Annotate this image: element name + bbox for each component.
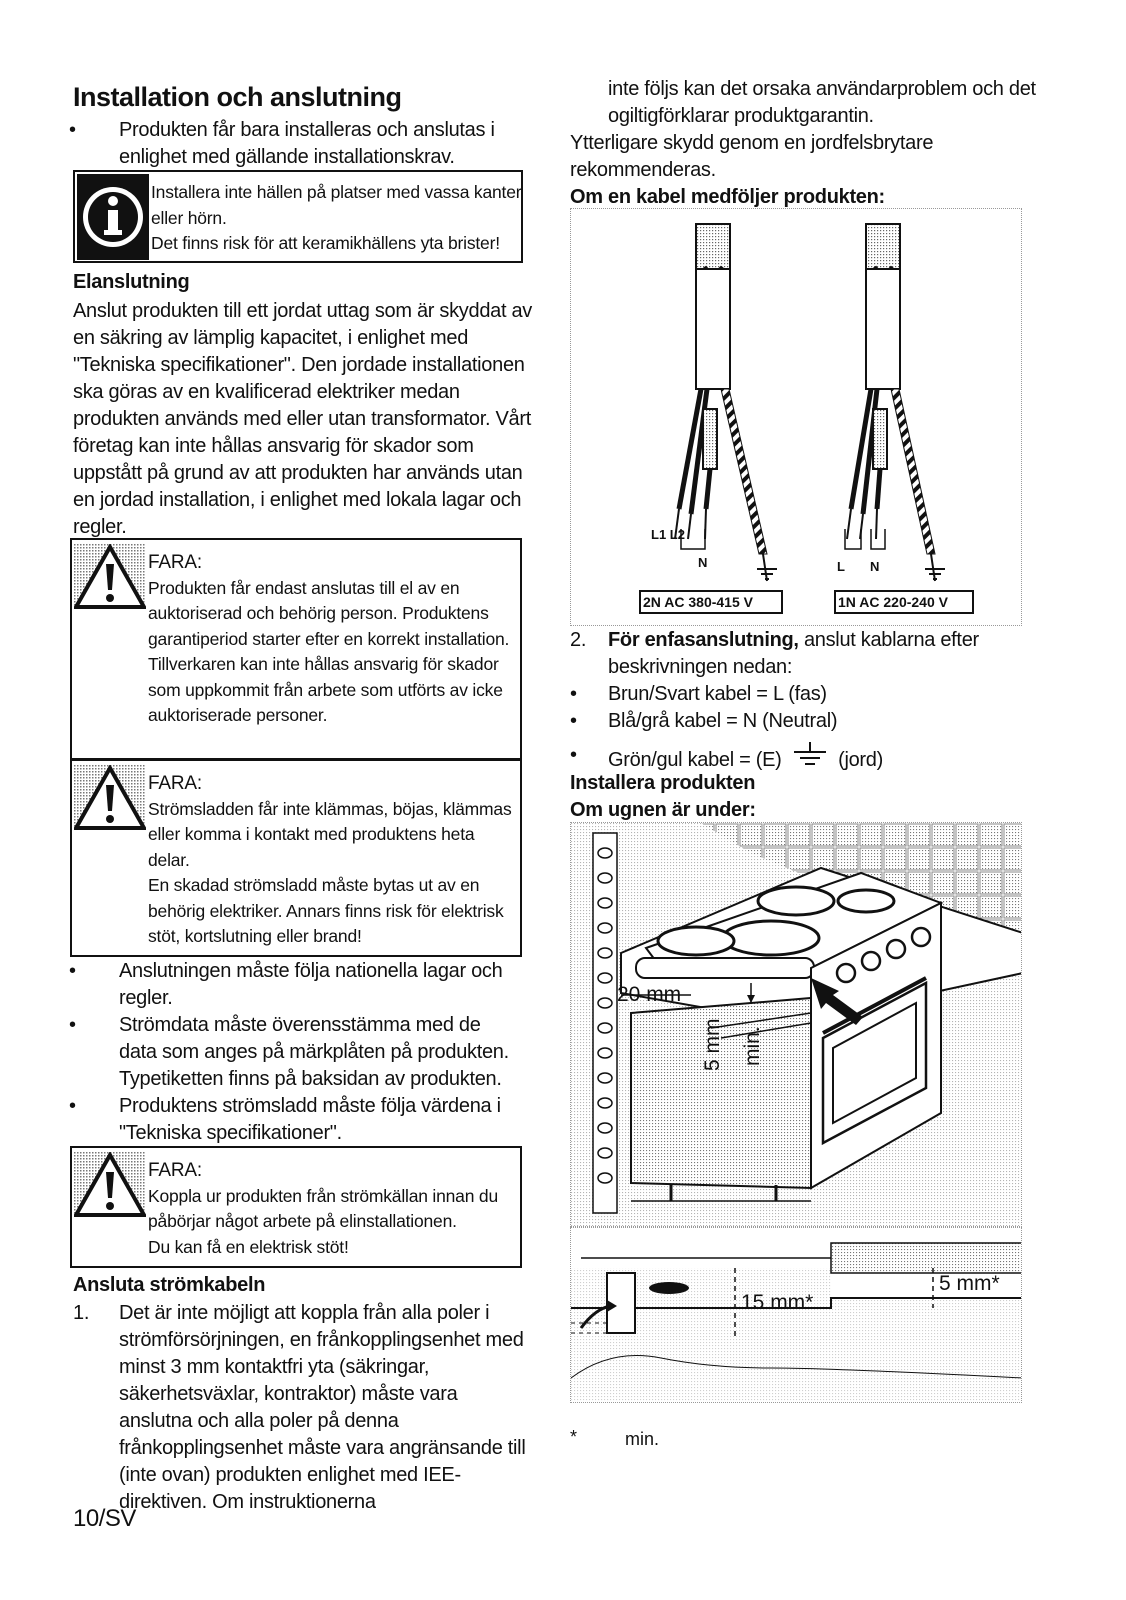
cable-figure: [570, 208, 1022, 626]
ansluta-step-1: [73, 1300, 533, 1516]
wire-bullet-text: Brun/Svart kabel = L (fas): [608, 683, 827, 705]
gap-side-label-a: 5 mm: [701, 1018, 724, 1071]
footnote-text: min.: [625, 1429, 660, 1449]
page-title: Installation och anslutning: [73, 82, 402, 112]
step-2-rest: anslut kablarna efter beskrivningen nedan:: [608, 629, 979, 678]
bullet-dot: •: [570, 744, 577, 766]
bullet-dot: •: [69, 1095, 76, 1117]
cable-heading: Om en kabel medföljer produkten:: [570, 186, 885, 208]
bullet-text: Anslutningen måste följa nationella lagar och regler.: [119, 960, 503, 1009]
step-2-text: [570, 627, 1040, 681]
elanslutning-heading: Elanslutning: [73, 271, 190, 293]
continued-text: inte följs kan det orsaka användarproblem och det ogiltigförklarar produktgarantin.: [608, 78, 1036, 127]
label-n-right: N: [870, 559, 880, 574]
cable-left: [675, 224, 777, 581]
warning-2-title: FARA:: [148, 773, 202, 794]
warning-triangle-icon: [74, 544, 146, 610]
page-number: 10/SV: [73, 1505, 136, 1532]
wire-bullet-text: Blå/grå kabel = N (Neutral): [608, 710, 838, 732]
bullet-dot: •: [570, 683, 577, 705]
warning-2-text: [148, 771, 520, 950]
voltage-badge-left: 2N AC 380-415 V: [643, 594, 753, 610]
oven-figure: [570, 822, 1022, 1227]
intro-bullet: [69, 117, 513, 171]
ansluta-heading: Ansluta strömkabeln: [73, 1274, 266, 1296]
right-column: [570, 0, 1053, 1600]
warning-1-para-2: Tillverkaren kan inte hållas ansvarig för skador som uppkommit från arbete som utförts av icke auktoriserade personer.: [148, 654, 503, 725]
info-line-1: Installera inte hällen på platser med vassa kanter eller hörn.: [151, 182, 522, 228]
step-2-bold: För enfasanslutning,: [608, 629, 799, 651]
voltage-badge-right: 1N AC 220-240 V: [838, 594, 948, 610]
cable-right: [845, 224, 945, 581]
label-n-left: N: [698, 555, 708, 570]
left-column: [69, 0, 533, 1600]
oven-heading: Om ugnen är under:: [570, 799, 756, 821]
info-box: [73, 170, 523, 263]
oven-illustration: [571, 823, 1022, 1227]
warning-2-para-2: En skadad strömsladd måste bytas ut av en behörig elektriker. Annars finns risk för elektrisk stöt, kortslutning eller brand!: [148, 875, 504, 946]
gap-top-label: 20 mm: [617, 983, 682, 1006]
bullet-text: Produktens strömsladd måste följa värdena i "Tekniska specifikationer".: [119, 1095, 501, 1144]
warning-3-text: [148, 1158, 520, 1260]
step-2: [570, 627, 1040, 681]
bullet-dot: •: [69, 119, 76, 141]
label-l1l2: L1 L2: [651, 527, 685, 542]
warning-3-title: FARA:: [148, 1160, 202, 1181]
warning-1-para-1: Produkten får endast anslutas till el av en auktoriserad och behörig person. Produktens garantiperiod starter efter en korrekt installation.: [148, 577, 510, 649]
warning-3-para-2: Du kan få en elektrisk stöt!: [148, 1236, 349, 1257]
gap-15mm-label: 15 mm*: [741, 1291, 814, 1314]
bullet-list: [69, 958, 513, 1147]
list-item: [69, 1093, 513, 1147]
bullet-dot: •: [69, 960, 76, 982]
warning-1-text: [148, 550, 520, 729]
install-heading: Installera produkten: [570, 772, 756, 794]
footnote-star: *: [570, 1427, 578, 1447]
warning-triangle-icon: [74, 765, 146, 831]
gap-5mm-label: 5 mm*: [939, 1272, 1000, 1295]
detail-figure: [570, 1227, 1022, 1403]
gap-side-label-b: min.: [741, 1026, 764, 1066]
info-line-2: Det finns risk för att keramikhällens yta brister!: [151, 233, 500, 253]
detail-illustration: [571, 1228, 1022, 1403]
warning-1-title: FARA:: [148, 552, 202, 573]
step-number: 1.: [73, 1302, 90, 1324]
ground-after: (jord): [838, 749, 883, 771]
ground-icon: [791, 742, 829, 768]
list-item: [69, 958, 513, 1012]
info-text: [151, 180, 523, 257]
extra-protection-text: Ytterligare skydd genom en jordfelsbrytare rekommenderas.: [570, 132, 934, 181]
list-item: [69, 1012, 513, 1093]
warning-2-para-1: Strömsladden får inte klämmas, böjas, klämmas eller komma i kontakt med produktens heta delar.: [148, 798, 512, 870]
ground-before: Grön/gul kabel = (E): [608, 749, 782, 771]
intro-bullet-text: Produkten får bara installeras och anslutas i enlighet med gällande installationskrav.: [119, 119, 495, 168]
warning-triangle-icon: [74, 1152, 146, 1218]
bullet-dot: •: [69, 1014, 76, 1036]
list-item: [570, 681, 1030, 708]
info-icon: [77, 174, 149, 260]
bullet-text: Strömdata måste överensstämma med de data som anges på märkplåten på produkten. Typetiketten finns på baksidan av produkten.: [119, 1014, 509, 1090]
label-l: L: [837, 559, 845, 574]
ansluta-body: Det är inte möjligt att koppla från alla poler i strömförsörjningen, en frånkopplingsenhet med minst 3 mm kontaktfri yta (säkringar, säkerhetsväxlar, kontraktor) måste vara anslutna och alla poler på denna frånkopplingsenhet måste vara angränsande till (inte ovan) produkten enlighet med IEE-direktiven. Om instruktionerna: [119, 1302, 526, 1513]
list-item: [570, 708, 1030, 735]
warning-box-2: [70, 759, 522, 957]
elanslutning-body: Anslut produkten till ett jordat uttag som är skyddat av en säkring av lämplig kapacitet, i enlighet med "Tekniska specifikationer". Den jordade installationen ska göras av en kvalificerad elektriker medan produkten används med eller utan transformator. Vårt företag kan inte hållas ansvarig för skador som uppstått på grund av att produkten har används utan en jordad installation, i enlighet med lokala lagar och regler.: [73, 300, 533, 538]
warning-3-para-1: Koppla ur produkten från strömkällan innan du påbörjar något arbete på elinstallationen.: [148, 1185, 498, 1231]
warning-box-1: [70, 538, 522, 760]
cable-illustration: [571, 209, 1022, 626]
wire-bullets: [570, 681, 1030, 735]
warning-box-3: [70, 1146, 522, 1268]
bullet-dot: •: [570, 710, 577, 732]
step-number: 2.: [570, 629, 587, 651]
